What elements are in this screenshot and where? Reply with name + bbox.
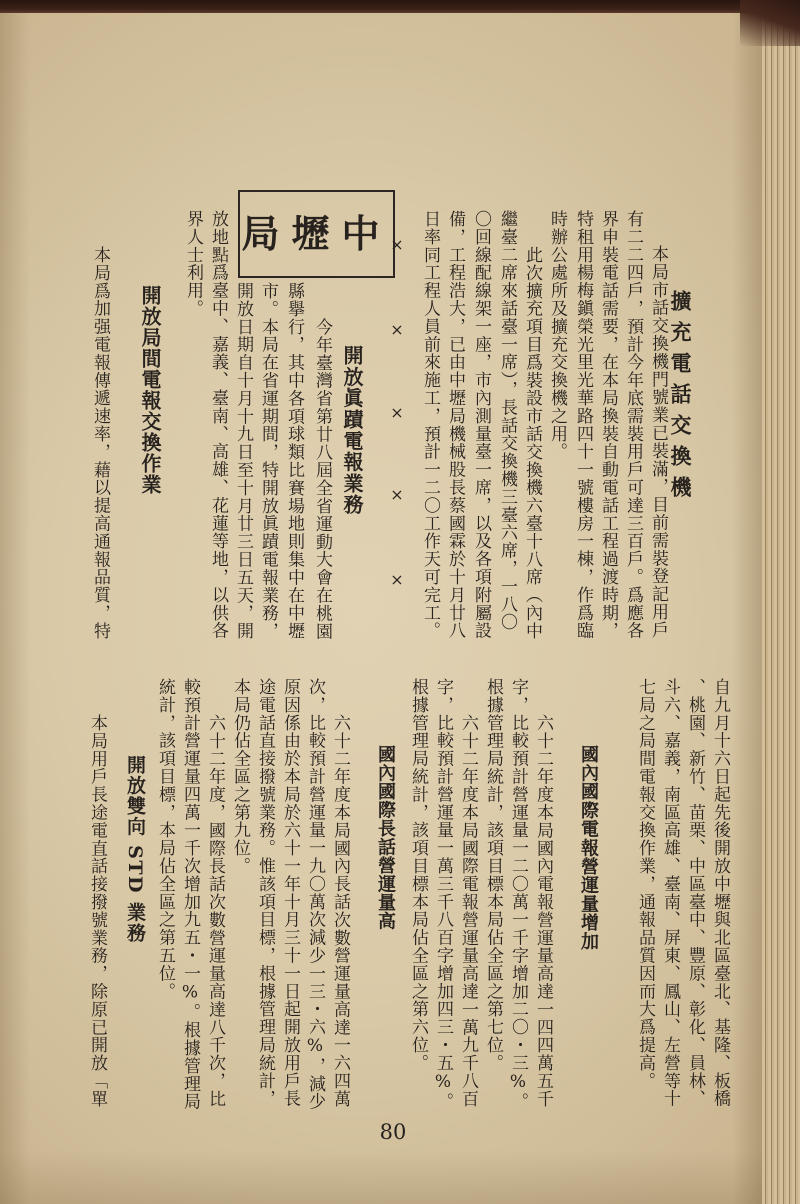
- long-distance-volume-line: 本局仍佔全區之第九位。: [230, 678, 250, 875]
- long-distance-volume-line: 原因係由於本局於六十一年十月三十一日起開放用戶長: [280, 678, 300, 1108]
- continued-line: 自九月十六日起先後開放中壢與北區臺北、基隆、板橋: [710, 678, 730, 1108]
- separator-mark: ×: [390, 235, 404, 254]
- expand-switchboard-line: 有二二四戶，預計今年底需裝用戶可達三百戶。爲應各: [623, 210, 643, 640]
- separator-mark: ×: [390, 403, 404, 422]
- section-heading-expand-switchboard: 擴充電話交換機: [668, 290, 693, 507]
- separator-mark: ×: [390, 320, 404, 339]
- expand-switchboard-line: 本局市話交換機門號業已裝滿，目前需裝登記用戶: [648, 245, 668, 639]
- facsimile-telegraph-line: 放地點爲臺中、嘉義、臺南、高雄、花蓮等地，以供各: [208, 210, 228, 640]
- expand-switchboard-line: 特租用楊梅鎭榮光里光華路四十一號樓房一棟，作爲臨: [573, 210, 593, 640]
- facsimile-telegraph-line: 今年臺灣省第廿八屆全省運動大會在桃園: [312, 318, 332, 641]
- continued-line: 、桃園、新竹、苗栗、中區臺中、豐原、彰化、員林、: [685, 678, 705, 1108]
- expand-switchboard-line: 此次擴充項目爲裝設市話交換機六臺十八席（內中: [522, 246, 542, 640]
- page-edge-shadow: [732, 0, 762, 1204]
- page-bottom-shadow: [0, 1150, 800, 1204]
- page-left-shadow: [0, 0, 30, 1204]
- section-heading-two-way-std: 開放雙向 STD 業務: [124, 755, 146, 944]
- telegraph-volume-line: 六十二年度本局國內電報營運量高達一四四萬五千: [533, 714, 553, 1108]
- book-cover-corner: [740, 0, 800, 46]
- section-heading-long-distance-volume: 國內國際長話營運量高: [375, 745, 396, 930]
- long-distance-volume-line: 途電話直接撥號業務。惟該項目標，根據管理局統計，: [255, 678, 275, 1108]
- expand-switchboard-line: 界申裝電話需要，在本局換裝自動電話工程過渡時期，: [598, 210, 618, 640]
- office-title-box: [238, 190, 395, 278]
- section-heading-inter-office-telegraph: 開放局間電報交換作業: [138, 285, 162, 495]
- section-heading-facsimile-telegraph: 開放眞蹟電報業務: [340, 345, 364, 516]
- continued-line: 斗六、嘉義，南區高雄、臺南、屏東、鳳山、左營等十: [660, 678, 680, 1108]
- telegraph-volume-line: 字，比較預計營運量一二〇萬一千字增加二〇・三%。: [508, 678, 528, 1111]
- inter-office-telegraph-line: 本局爲加强電報傳遞速率，藉以提高通報品質，特: [90, 246, 110, 640]
- expand-switchboard-line: 〇回線配線架一座，市內測量臺一席，以及各項附屬設: [471, 210, 491, 640]
- facsimile-telegraph-line: 縣擧行，其中各項球類比賽場地則集中在中壢: [284, 282, 304, 640]
- long-distance-volume-line: 六十二年度本局國內長話次數營運量高達一六四萬: [330, 714, 350, 1108]
- continued-line: 七局之局間電報交換作業，通報品質因而大爲提高。: [635, 678, 655, 1090]
- office-title: 中壢局: [241, 211, 392, 256]
- page-stack-edges: [762, 8, 800, 1204]
- separator-mark: ×: [390, 485, 404, 504]
- separator-mark: ×: [390, 570, 404, 589]
- expand-switchboard-line: 日率同工程人員前來施工，預計一二〇工作天可完工。: [420, 210, 440, 640]
- long-distance-volume-line: 統計，該項目標，本局佔全區之第五位。: [155, 678, 175, 1001]
- telegraph-volume-line: 六十二年度本局國際電報營運量高達一萬九千八百: [458, 714, 478, 1108]
- telegraph-volume-line: 字，比較預計營運量一萬三千八百字增加四三・五%。: [433, 678, 453, 1111]
- facsimile-telegraph-line: 界人士利用。: [183, 210, 203, 318]
- long-distance-volume-line: 六十二年度，國際長話次數營運量高達八千次，比: [205, 714, 225, 1108]
- expand-switchboard-line: 時辦公處所及擴充交換機之用。: [547, 210, 567, 461]
- page-number: 80: [379, 1120, 407, 1144]
- telegraph-volume-line: 根據管理局統計，該項目標本局佔全區之第六位。: [408, 678, 428, 1072]
- expand-switchboard-line: 繼臺二席來話臺一席），長話交換機三臺六席，一八〇: [497, 210, 517, 632]
- long-distance-volume-line: 較預計營運量四萬一千次增加九五・一%。根據管理局: [180, 678, 200, 1111]
- book-cover-top-edge: [0, 0, 800, 13]
- two-way-std-line: 本局用戶長途電直話接撥號業務，除原已開放「單: [87, 714, 107, 1108]
- expand-switchboard-line: 備，工程浩大，已由中壢局機械股長蔡國霖於十月廿八: [445, 210, 465, 640]
- facsimile-telegraph-line: 開放日期自十月十九日至十月廿三日五天，開: [233, 282, 253, 640]
- telegraph-volume-line: 根據管理局統計，該項目標本局佔全區之第七位。: [483, 678, 503, 1072]
- section-heading-telegraph-volume: 國內國際電報營運量增加: [578, 745, 599, 951]
- facsimile-telegraph-line: 市。本局在省運期間，特開放眞蹟電報業務，: [258, 282, 278, 640]
- long-distance-volume-line: 次，比較預計營運量一九〇萬次減少一三・六%，減少: [305, 678, 325, 1111]
